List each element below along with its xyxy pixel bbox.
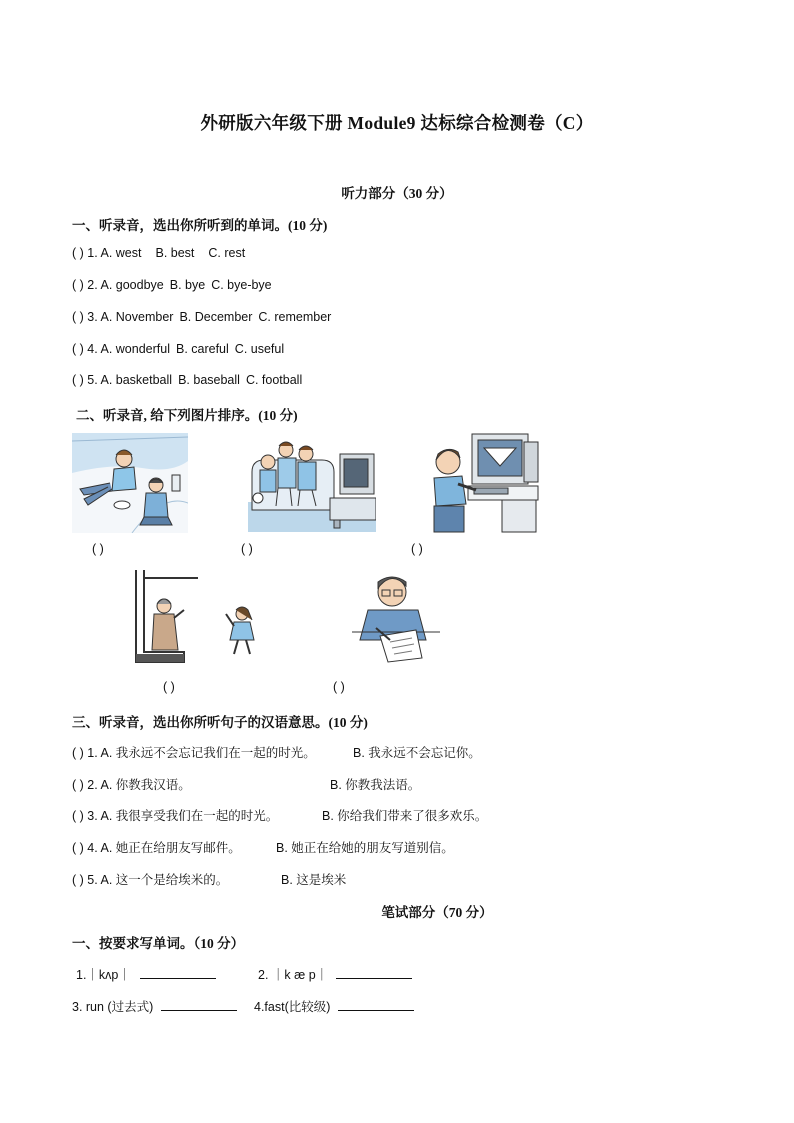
picture-waving-goodbye <box>134 570 268 666</box>
part3-heading: 三、听录音，选出你所听句子的汉语意思。(10 分) <box>72 715 368 730</box>
answer-line-3[interactable] <box>161 998 237 1011</box>
picture-kids-outdoors <box>72 433 188 533</box>
question-2: ( ) 2. A. goodbye B. bye C. bye-bye <box>72 278 272 292</box>
sentence-2-b: B. 你教我法语。 <box>330 778 421 792</box>
word-item-4: 4.fast(比较级) <box>254 997 414 1015</box>
sentence-5-a: ( ) 5. A. 这一个是给埃米的。 <box>72 873 229 887</box>
sentence-4-b: B. 她正在给她的朋友写道别信。 <box>276 841 454 855</box>
sentence-5-b: B. 这是埃米 <box>281 873 347 887</box>
page-title: 外研版六年级下册 Module9 达标综合检测卷（C） <box>200 113 594 133</box>
part1-heading: 一、听录音，选出你所听到的单词。(10 分) <box>72 218 328 233</box>
picture-man-writing <box>350 570 442 664</box>
answer-bracket-2[interactable]: ( ) <box>241 542 253 556</box>
part2-heading: 二、听录音, 给下列图片排序。(10 分) <box>76 408 298 423</box>
writing-part1-heading: 一、按要求写单词。（10 分） <box>72 936 245 951</box>
sentence-1-b: B. 我永远不会忘记你。 <box>353 746 481 760</box>
answer-line-1[interactable] <box>140 966 216 979</box>
question-5: ( ) 5. A. basketball B. baseball C. football <box>72 373 303 387</box>
sentence-1-a: ( ) 1. A. 我永远不会忘记我们在一起的时光。 <box>72 746 316 760</box>
picture-family-tv <box>248 432 376 532</box>
answer-bracket-4[interactable]: ( ) <box>163 680 175 694</box>
picture-boy-computer <box>432 432 540 534</box>
answer-line-2[interactable] <box>336 966 412 979</box>
sentence-3-a: ( ) 3. A. 我很享受我们在一起的时光。 <box>72 809 279 823</box>
answer-bracket-3[interactable]: ( ) <box>411 542 423 556</box>
word-item-2: 2. ｜k æ p｜ <box>258 965 412 983</box>
sentence-2-a: ( ) 2. A. 你教我汉语。 <box>72 778 191 792</box>
question-3: ( ) 3. A. November B. December C. remember <box>72 310 332 324</box>
sentence-4-a: ( ) 4. A. 她正在给朋友写邮件。 <box>72 841 241 855</box>
question-4: ( ) 4. A. wonderful B. careful C. useful <box>72 342 285 356</box>
question-1: ( ) 1. A. west B. best C. rest <box>72 246 246 260</box>
sentence-3-b: B. 你给我们带来了很多欢乐。 <box>322 809 488 823</box>
answer-line-4[interactable] <box>338 998 414 1011</box>
listening-heading: 听力部分（30 分） <box>341 186 453 201</box>
answer-bracket-5[interactable]: ( ) <box>333 680 345 694</box>
word-item-1: 1.｜kʌp｜ <box>76 965 216 983</box>
word-item-3: 3. run (过去式) <box>72 997 237 1015</box>
writing-heading: 笔试部分（70 分） <box>381 905 493 920</box>
answer-bracket-1[interactable]: ( ) <box>92 542 104 556</box>
